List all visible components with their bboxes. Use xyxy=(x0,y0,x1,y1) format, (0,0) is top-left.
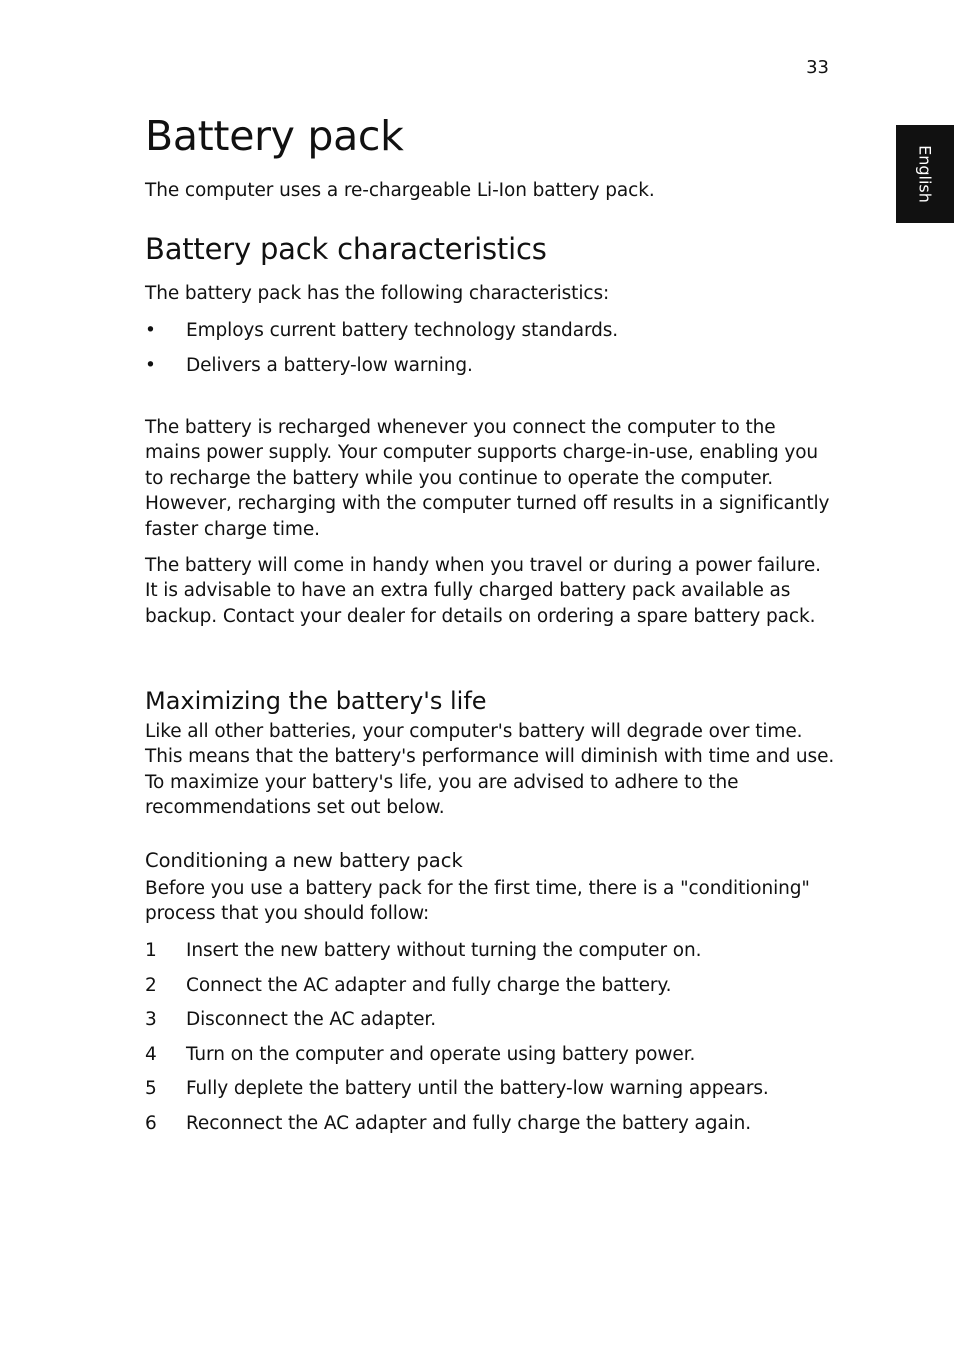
list-item-text: Delivers a battery-low warning. xyxy=(186,355,473,376)
step-number: 4 xyxy=(145,1044,157,1065)
list-item-text: Employs current battery technology standards. xyxy=(186,320,619,341)
page-title: Battery pack xyxy=(145,112,404,160)
bullet-marker: • xyxy=(145,320,156,341)
language-tab xyxy=(896,125,954,223)
step-text: Fully deplete the battery until the battery-low warning appears. xyxy=(186,1078,769,1099)
step-text: Connect the AC adapter and fully charge the battery. xyxy=(186,975,672,996)
maximizing-heading: Maximizing the battery's life xyxy=(145,687,487,715)
step-number: 6 xyxy=(145,1113,157,1134)
backup-paragraph: The battery will come in handy when you travel or during a power failure. It is advisable to have an extra fully charged battery pack available as backup. Contact your dealer for details on ordering a spare battery pack. xyxy=(145,555,821,627)
conditioning-heading: Conditioning a new battery pack xyxy=(145,849,463,872)
page-number: 33 xyxy=(806,57,829,78)
step-text: Insert the new battery without turning the computer on. xyxy=(186,940,702,961)
maximizing-paragraph: Like all other batteries, your computer's battery will degrade over time. This means that the battery's performance will diminish with time and use. To maximize your battery's life, you are advised to adhere to the recommendations set out below. xyxy=(145,721,835,819)
step-text: Reconnect the AC adapter and fully charge the battery again. xyxy=(186,1113,752,1134)
step-number: 2 xyxy=(145,975,157,996)
conditioning-intro: Before you use a battery pack for the first time, there is a "conditioning" process that you should follow: xyxy=(145,878,810,925)
section-intro: The computer uses a re-chargeable Li-Ion battery pack. xyxy=(145,180,655,201)
step-number: 1 xyxy=(145,940,157,961)
language-tab-label: English xyxy=(915,145,935,203)
bullet-marker: • xyxy=(145,355,156,376)
recharge-paragraph: The battery is recharged whenever you connect the computer to the mains power supply. Your computer supports charge-in-use, enabling you to recharge the battery while you continue to operate the computer. However, recharging with the computer turned off results in a significantly faster charge time. xyxy=(145,417,830,540)
characteristics-heading: Battery pack characteristics xyxy=(145,232,547,266)
characteristics-intro: The battery pack has the following characteristics: xyxy=(145,283,610,304)
step-text: Turn on the computer and operate using battery power. xyxy=(186,1044,696,1065)
step-number: 5 xyxy=(145,1078,157,1099)
step-text: Disconnect the AC adapter. xyxy=(186,1009,437,1030)
step-number: 3 xyxy=(145,1009,157,1030)
